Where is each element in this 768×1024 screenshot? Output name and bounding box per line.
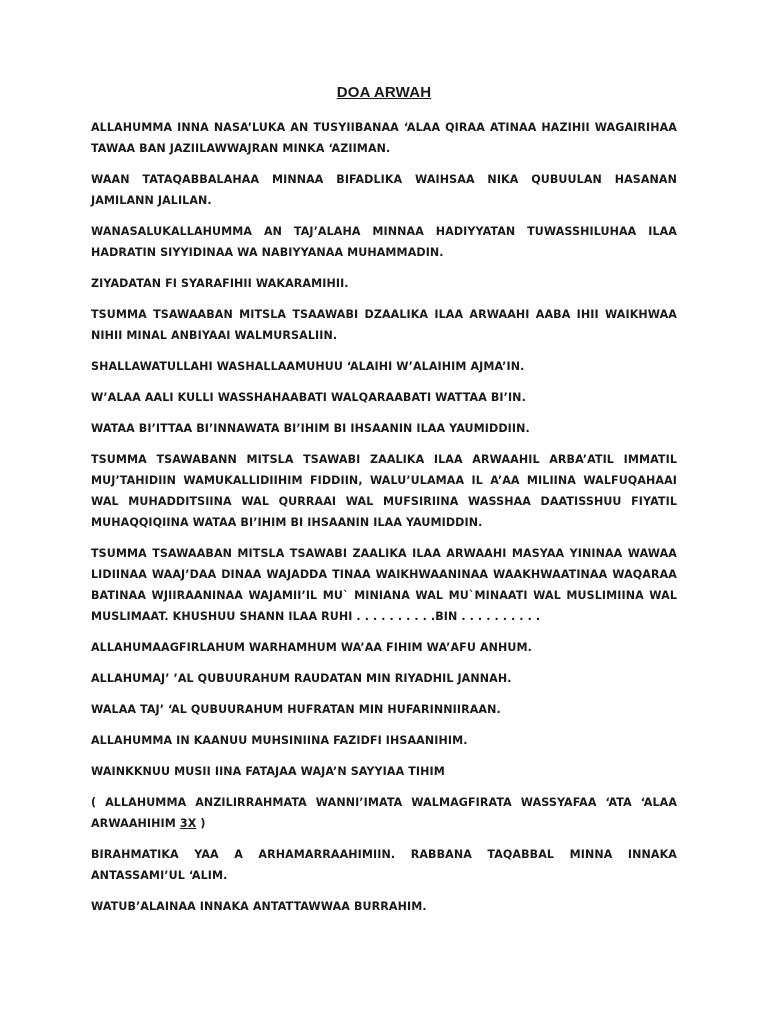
paragraph-16 (91, 792, 677, 834)
paragraph-8: WATAA BI’ITTAA BI’INNAWATA BI’IHIM BI IHSAANIN ILAA YAUMIDDIIN. (91, 422, 530, 435)
paragraph-11: ALLAHUMAAGFIRLAHUM WARHAMHUM WA’AA FIHIM WA’AFU ANHUM. (91, 641, 532, 654)
paragraph-9: TSUMMA TSAWABANN MITSLA TSAWABI ZAALIKA ILAA ARWAAHIL ARBA’ATIL IMMATIL MUJ’TAHIDIIN WAMUKALLIDIIHIM FIDDIIN, WALU’ULAMAA IL A’AA MILIINA WALFUQAHAAI WAL MUHADDITSIINA WAL QURRAAI WAL MUFSIRIINA WASSHAA DAATISSHUU FIYATIL MUHAQQIQIINA WATAA BI’IHIM BI IHSAANIN ILAA YAUMIDDIN. (91, 453, 677, 529)
paragraph-13: WALAA TAJ’ ‘AL QUBUURAHUM HUFRATAN MIN HUFARINNIIRAAN. (91, 703, 501, 716)
paragraph-4: ZIYADATAN FI SYARAFIHII WAKARAMIHII. (91, 277, 349, 290)
paragraph-3: WANASALUKALLAHUMMA AN TAJ’ALAHA MINNAA HADIYYATAN TUWASSHILUHAA ILAA HADRATIN SIYYIDINAA WA NABIYYANAA MUHAMMADIN. (91, 225, 677, 259)
paragraph-2: WAAN TATAQABBALAHAA MINNAA BIFADLIKA WAIHSAA NIKA QUBUULAN HASANAN JAMILANN JALILAN. (91, 173, 677, 207)
paragraph-6: SHALLAWATULLAHI WASHALLAAMUHUU ‘ALAIHI W’ALAIHIM AJMA’IN. (91, 360, 525, 373)
paragraph-17: BIRAHMATIKA YAA A ARHAMARRAAHIMIIN. RABBANA TAQABBAL MINNA INNAKA ANTASSAMI’UL ‘ALIM. (91, 848, 677, 882)
paragraph-16-text: ( ALLAHUMMA ANZILIRRAHMATA WANNI’IMATA WALMAGFIRATA WASSYAFAA ‘ATA ‘ALAA ARWAAHIHIM (91, 796, 677, 830)
paragraph-7: W’ALAA AALI KULLI WASSHAHAABATI WALQARAABATI WATTAA BI’IN. (91, 391, 526, 404)
paragraph-5: TSUMMA TSAWAABAN MITSLA TSAAWABI DZAALIKA ILAA ARWAAHI AABA IHII WAIKHWAA NIHII MINAL ANBIYAAI WALMURSALIIN. (91, 308, 677, 342)
paragraph-10: TSUMMA TSAWAABAN MITSLA TSAWABI ZAALIKA ILAA ARWAAHI MASYAA YININAA WAWAA LIDIINAA WAAJ’DAA DINAA WAJADDA TINAA WAIKHWAANINAA WAAKHWAATINAA WAQARAA BATINAA WJIIRAANINAA WAJAMII’IL MU` MINIANA WAL MU`MINAATI WAL MUSLIMIINA WAL MUSLIMAAT. KHUSHUU SHANN ILAA RUHI . . . . . . . . . .BIN . . . . . . . . . . (91, 547, 677, 623)
paragraph-18: WATUB’ALAINAA INNAKA ANTATTAWWAA BURRAHIM. (91, 900, 427, 913)
paragraph-14: ALLAHUMMA IN KAANUU MUHSINIINA FAZIDFI IHSAANIHIM. (91, 734, 468, 747)
paragraph-12: ALLAHUMAJ’ ’AL QUBUURAHUM RAUDATAN MIN RIYADHIL JANNAH. (91, 672, 512, 685)
document-page (91, 84, 677, 927)
repeat-count: 3X (179, 817, 197, 830)
paragraph-1: ALLAHUMMA INNA NASA’LUKA AN TUSYIIBANAA ‘ALAA QIRAA ATINAA HAZIHII WAGAIRIHAA TAWAA BAN JAZIILAWWAJRAN MINKA ‘AZIIMAN. (91, 121, 677, 155)
document-title: DOA ARWAH (336, 84, 432, 101)
paragraph-16-close: ) (196, 817, 206, 830)
paragraph-15: WAINKKNUU MUSII IINA FATAJAA WAJA’N SAYYIAA TIHIM (91, 765, 445, 778)
